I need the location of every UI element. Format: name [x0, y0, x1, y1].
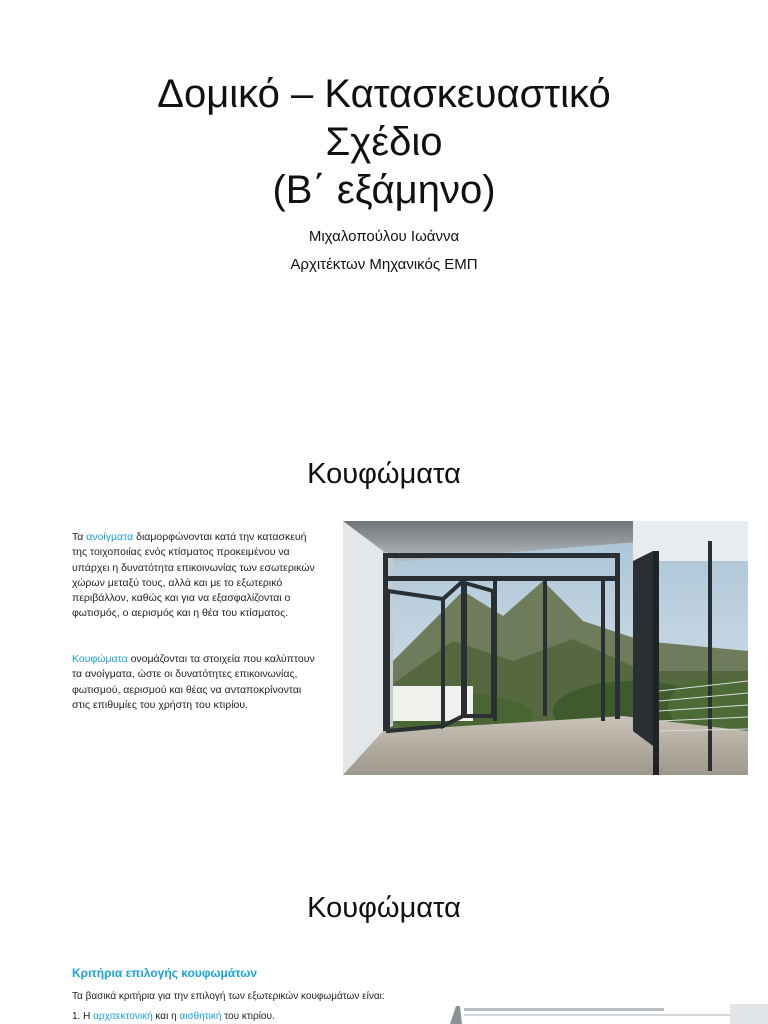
slide-title: Κουφώματα — [307, 458, 461, 490]
frames-paragraph — [72, 652, 322, 713]
para-prefix: Τα — [72, 531, 87, 543]
title-line-2: Σχέδιο — [325, 120, 443, 164]
title-line-3: (Β΄ εξάμηνο) — [272, 168, 496, 212]
title-slide — [0, 0, 768, 330]
highlight-term: αισθητική — [179, 1011, 222, 1022]
slide-title: Κουφώματα — [307, 892, 461, 924]
para-text: ονομάζονται τα στοιχεία που καλύπτουν τα ανοίγματα, ώστε οι δυνατότητες επικοινωνίας, φωτισμού, αερισμού και θέας να ανταποκρίνονται στις επιθυμίες του χρήστη του κτιρίου. — [72, 653, 315, 711]
criteria-item-1 — [72, 1011, 275, 1022]
openings-paragraph — [72, 530, 322, 622]
window-frames-photo — [343, 521, 748, 775]
para-text: διαμορφώνονται κατά την κατασκευή της τοιχοποιίας ενός κτίσματος προκειμένου να υπάρχει η δυνατότητα επικοινωνίας των εσωτερικών χώρων μεταξύ τους, αλλά και με το εξωτερικό περιβάλλον, καθώς και για να εξασφαλίζονται ο φωτισμός, ο αερισμός και η θέα του κτίσματος. — [72, 531, 315, 620]
item-suffix: του κτιρίου. — [221, 1011, 275, 1022]
author-name: Μιχαλοπούλου Ιωάννα — [308, 228, 460, 245]
author-role: Αρχιτέκτων Μηχανικός ΕΜΠ — [290, 256, 478, 273]
criteria-slide — [0, 870, 768, 1024]
highlight-term: ανοίγματα — [86, 531, 134, 543]
presentation-title — [0, 70, 768, 214]
item-prefix: 1. Η — [72, 1011, 94, 1022]
item-mid: και η — [152, 1011, 180, 1022]
building-photo-fragment — [450, 1000, 768, 1024]
title-line-1: Δομικό – Κατασκευαστικό — [157, 72, 611, 116]
criteria-intro: Τα βασικά κριτήρια για την επιλογή των εξωτερικών κουφωμάτων είναι: — [72, 991, 385, 1002]
highlight-term: Κουφώματα — [72, 653, 128, 665]
highlight-term: αρχιτεκτονική — [93, 1011, 153, 1022]
criteria-heading: Κριτήρια επιλογής κουφωμάτων — [72, 966, 258, 980]
openings-slide — [0, 430, 768, 800]
